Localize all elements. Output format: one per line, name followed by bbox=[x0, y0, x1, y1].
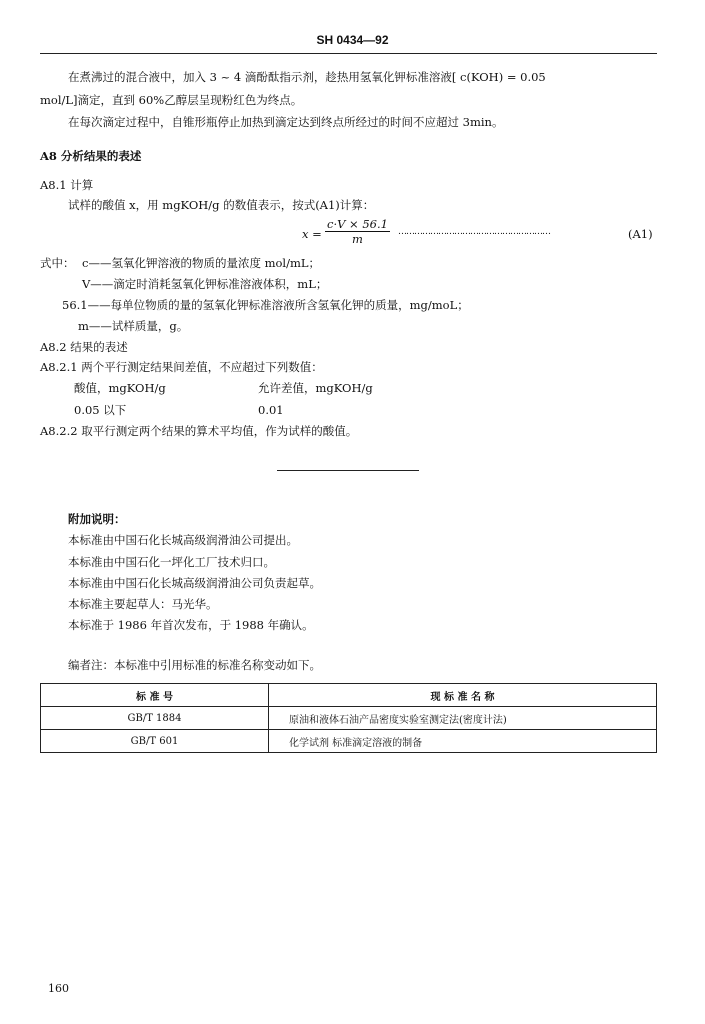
paragraph-1-line-1: 在煮沸过的混合液中，加入 3 ~ 4 滴酚酞指示剂，趁热用氢氧化钾标准溶液[ c(KOH) = 0.05 bbox=[68, 70, 546, 84]
table-cell-standard-no: GB/T 601 bbox=[41, 730, 269, 753]
section-a8-1-text: 试样的酸值 x，用 mgKOH/g 的数值表示，按式(A1)计算： bbox=[68, 198, 375, 212]
section-a8-2-1: A8.2.1 两个平行测定结果间差值，不应超过下列数值： bbox=[40, 360, 323, 374]
section-a8-2-2: A8.2.2 取平行测定两个结果的算术平均值，作为试样的酸值。 bbox=[40, 424, 358, 438]
table-cell-current-name: 原油和液体石油产品密度实验室测定法(密度计法) bbox=[269, 707, 657, 730]
notes-line-4: 本标准主要起草人：马光华。 bbox=[68, 597, 218, 611]
definition-m: m——试样质量，g。 bbox=[78, 319, 189, 333]
column-header-standard-no: 标 准 号 bbox=[41, 684, 269, 707]
tolerance-header-left: 酸值，mgKOH/g bbox=[74, 381, 166, 395]
definition-56-1: 56.1——每单位物质的量的氢氧化钾标准溶液所含氢氧化钾的质量，mg/moL； bbox=[62, 298, 469, 312]
end-rule bbox=[277, 470, 419, 471]
paragraph-1-line-2: mol/L]滴定，直到 60%乙醇层呈现粉红色为终点。 bbox=[40, 93, 303, 107]
running-header: SH 0434—92 bbox=[316, 33, 389, 47]
notes-line-2: 本标准由中国石化一坪化工厂技术归口。 bbox=[68, 555, 275, 569]
formula-label: (A1) bbox=[628, 227, 653, 241]
column-header-current-name: 现 标 准 名 称 bbox=[269, 684, 657, 707]
formula-numerator: c·V × 56.1 bbox=[327, 217, 388, 231]
tolerance-value-right: 0.01 bbox=[258, 403, 284, 417]
notes-line-3: 本标准由中国石化长城高级润滑油公司负责起草。 bbox=[68, 576, 321, 590]
table-row bbox=[41, 707, 657, 730]
table-row bbox=[41, 730, 657, 753]
table-cell-standard-no: GB/T 1884 bbox=[41, 707, 269, 730]
table-cell-current-name: 化学试剂 标准滴定溶液的制备 bbox=[269, 730, 657, 753]
notes-title: 附加说明： bbox=[68, 512, 126, 526]
table-header-row bbox=[41, 684, 657, 707]
formula-lhs: x = bbox=[302, 227, 322, 241]
notes-line-5: 本标准于 1986 年首次发布，于 1988 年确认。 bbox=[68, 618, 314, 632]
definition-c: c——氢氧化钾溶液的物质的量浓度 mol/mL； bbox=[82, 256, 321, 270]
section-heading-a8: A8 分析结果的表述 bbox=[40, 149, 142, 163]
definition-v: V——滴定时消耗氢氧化钾标准溶液体积，mL； bbox=[82, 277, 328, 291]
formula-denominator: m bbox=[352, 232, 363, 246]
notes-line-1: 本标准由中国石化长城高级润滑油公司提出。 bbox=[68, 533, 298, 547]
page-number: 160 bbox=[48, 982, 69, 995]
paragraph-2: 在每次滴定过程中，自锥形瓶停止加热到滴定达到终点所经过的时间不应超过 3min。 bbox=[68, 115, 504, 129]
section-a8-1-title: A8.1 计算 bbox=[40, 178, 94, 192]
editor-note: 编者注：本标准中引用标准的标准名称变动如下。 bbox=[68, 658, 321, 672]
section-a8-2-title: A8.2 结果的表述 bbox=[40, 340, 128, 354]
formula-leader: ………………………………………………… bbox=[398, 227, 550, 237]
where-intro: 式中： bbox=[40, 256, 75, 270]
reference-table bbox=[40, 683, 657, 753]
header-rule bbox=[40, 53, 657, 54]
formula-fraction bbox=[325, 217, 390, 246]
tolerance-header-right: 允许差值，mgKOH/g bbox=[258, 381, 373, 395]
tolerance-value-left: 0.05 以下 bbox=[74, 403, 127, 417]
